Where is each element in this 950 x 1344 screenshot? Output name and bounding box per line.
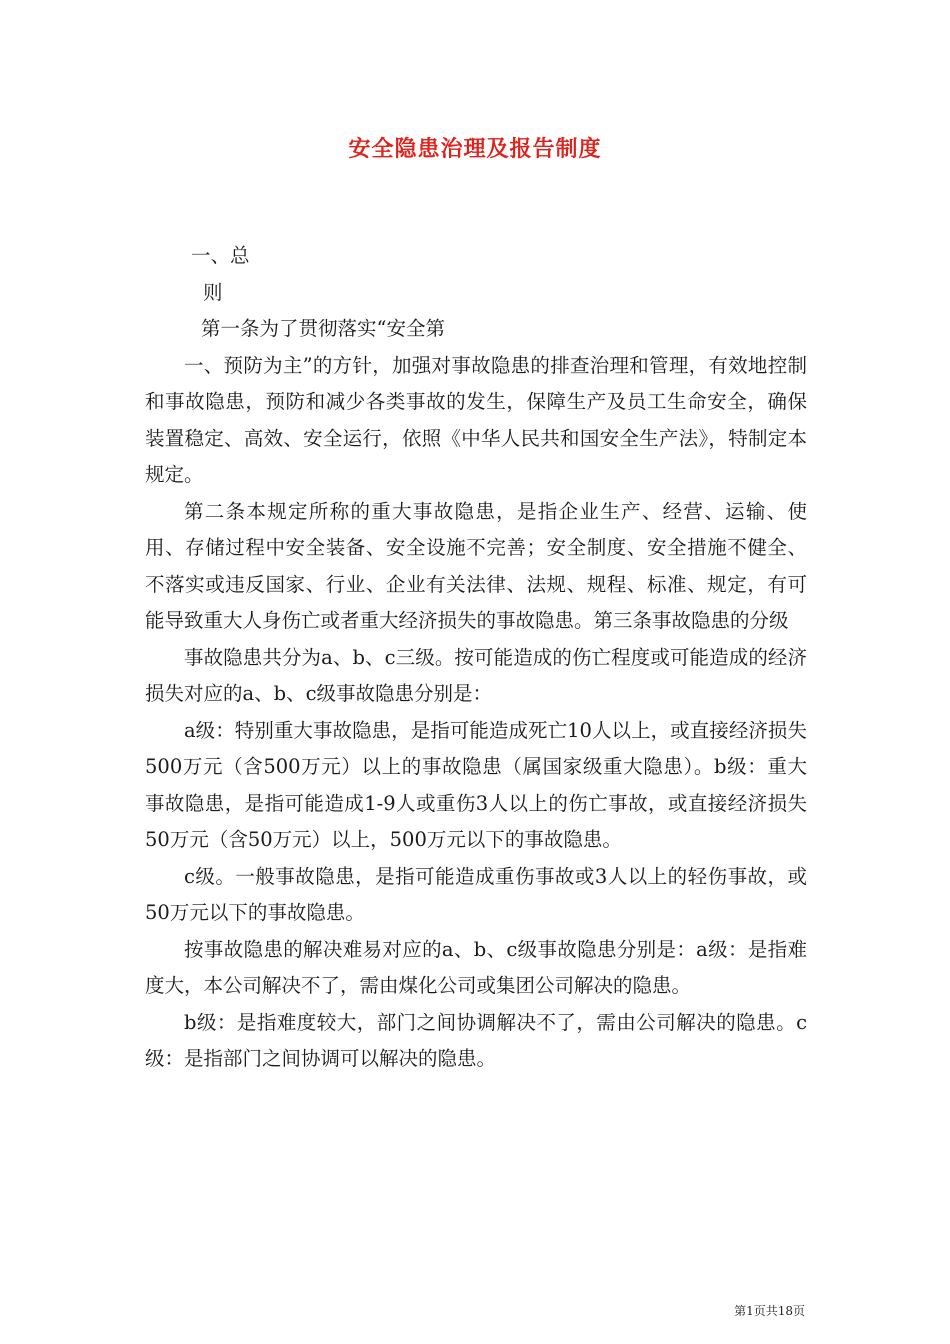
section-heading-part1: 一、总 — [191, 244, 250, 267]
document-body — [145, 238, 807, 1078]
document-title: 安全隐患治理及报告制度 — [348, 136, 602, 162]
grading-intro-paragraph: 事故隐患共分为a、b、c三级。按可能造成的伤亡程度或可能造成的经济损失对应的a、b、c级事故隐患分别是： — [145, 645, 807, 705]
page-number: 第1页共18页 — [734, 1304, 805, 1318]
grade-c-paragraph: c级。一般事故隐患，是指可能造成重伤事故或3人以上的轻伤事故，或50万元以下的事故隐患。 — [145, 864, 807, 924]
article-1-body: 一、预防为主”的方针，加强对事故隐患的排查治理和管理，有效地控制和事故隐患，预防和减少各类事故的发生，保障生产及员工生命安全，确保装置稳定、高效、安全运行，依照《中华人民共和国安全生产法》，特制定本规定。 — [145, 353, 807, 486]
article-1-first-line: 第一条为了贯彻落实“安全第 — [201, 317, 445, 340]
section-heading-part2: 则 — [203, 280, 223, 304]
difficulty-intro-paragraph: 按事故隐患的解决难易对应的a、b、c级事故隐患分别是：a级：是指难度大，本公司解决不了，需由煤化公司或集团公司解决的隐患。 — [145, 937, 807, 997]
article-2-paragraph: 第二条本规定所称的重大事故隐患，是指企业生产、经营、运输、使用、存储过程中安全装备、安全设施不完善；安全制度、安全措施不健全、不落实或违反国家、行业、企业有关法律、法规、规程、标准、规定，有可能导致重大人身伤亡或者重大经济损失的事故隐患。第三条事故隐患的分级 — [145, 499, 807, 632]
grade-a-b-paragraph: a级：特别重大事故隐患，是指可能造成死亡10人以上，或直接经济损失500万元（含500万元）以上的事故隐患（属国家级重大隐患）。b级：重大事故隐患，是指可能造成1-9人或重伤3人以上的伤亡事故，或直接经济损失50万元（含50万元）以上，500万元以下的事故隐患。 — [145, 718, 807, 851]
difficulty-b-c-paragraph: b级：是指难度较大，部门之间协调解决不了，需由公司解决的隐患。c级：是指部门之间协调可以解决的隐患。 — [145, 1010, 807, 1070]
